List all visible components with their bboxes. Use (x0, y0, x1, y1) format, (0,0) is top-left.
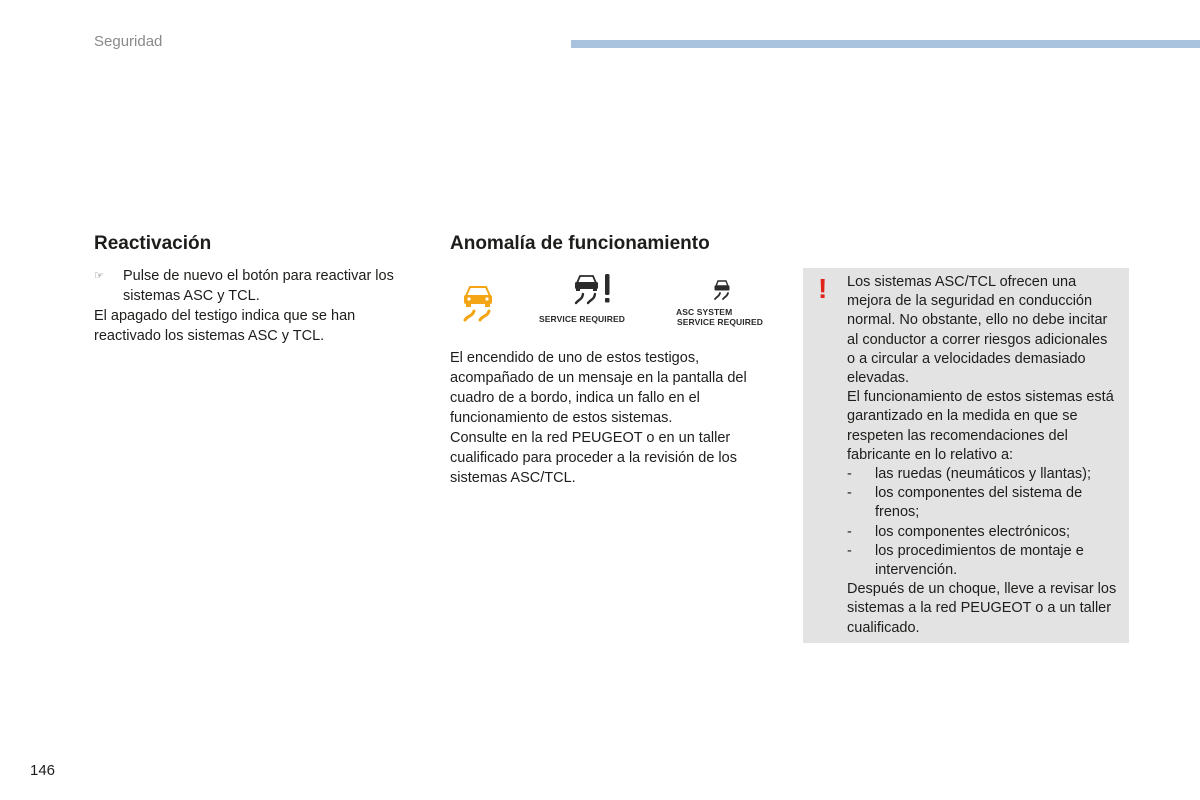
warning-item (847, 523, 1117, 542)
warning-text (847, 273, 1117, 638)
malfunction-paragraph-1: El encendido de uno de estos testigos, acompañado de un mensaje en la pantalla del cuadro de a bordo, indica un fallo en el funcionamiento de estos sistemas. (450, 350, 747, 426)
malfunction-body (450, 348, 770, 488)
reactivation-bullet-text: Pulse de nuevo el botón para reactivar los sistemas ASC y TCL. (123, 268, 394, 304)
warning-item-text: los procedimientos de montaje e intervención. (875, 542, 1084, 579)
page-number: 146 (30, 762, 56, 779)
warning-item-text: los componentes electrónicos; (875, 523, 1071, 540)
asc-service-required-caption: SERVICE REQUIRED (677, 317, 763, 327)
warning-lamps (450, 270, 780, 330)
asc-system-caption: ASC SYSTEM (676, 307, 733, 317)
reactivation-text: El apagado del testigo indica que se han reactivado los sistemas ASC y TCL. (94, 308, 356, 344)
skid-warning-lamp-icon (458, 280, 498, 322)
warning-paragraph-3: Después de un choque, lleve a revisar los sistemas a la red PEUGEOT o a un taller cualificado. (847, 581, 1117, 636)
warning-item-text: las ruedas (neumáticos y llantas); (875, 466, 1091, 483)
reactivation-heading: Reactivación (94, 233, 212, 254)
malfunction-heading: Anomalía de funcionamiento (450, 233, 710, 254)
reactivation-body (94, 266, 424, 346)
asc-system-service-icon (711, 279, 733, 301)
warning-paragraph-2: El funcionamiento de estos sistemas está garantizado en la medida en que se respeten las recomendaciones del fabricante en lo relativo a: (847, 389, 1114, 463)
warning-item (847, 542, 1117, 580)
dash-marker: - (847, 485, 852, 502)
warning-item (847, 465, 1117, 484)
section-color-bar (571, 40, 1200, 48)
warning-exclamation-icon: ! (818, 273, 828, 304)
warning-paragraph-1: Los sistemas ASC/TCL ofrecen una mejora de la seguridad en conducción normal. No obstante, ello no debe incitar al conductor a correr riesgos adicionales o a circular a velocidades demasiado elevadas. (847, 274, 1108, 387)
warning-item (847, 484, 1117, 522)
skid-service-warning-icon (570, 272, 614, 306)
dash-marker: - (847, 466, 852, 483)
reactivation-bullet (94, 266, 424, 306)
warning-item-text: los componentes del sistema de frenos; (875, 485, 1083, 521)
malfunction-paragraph-2: Consulte en la red PEUGEOT o en un taller cualificado para proceder a la revisión de los sistemas ASC/TCL. (450, 430, 737, 486)
pointing-hand-icon: ☞ (94, 270, 104, 282)
service-required-caption: SERVICE REQUIRED (539, 314, 625, 324)
dash-marker: - (847, 523, 852, 540)
dash-marker: - (847, 542, 852, 559)
section-label: Seguridad (94, 33, 163, 50)
